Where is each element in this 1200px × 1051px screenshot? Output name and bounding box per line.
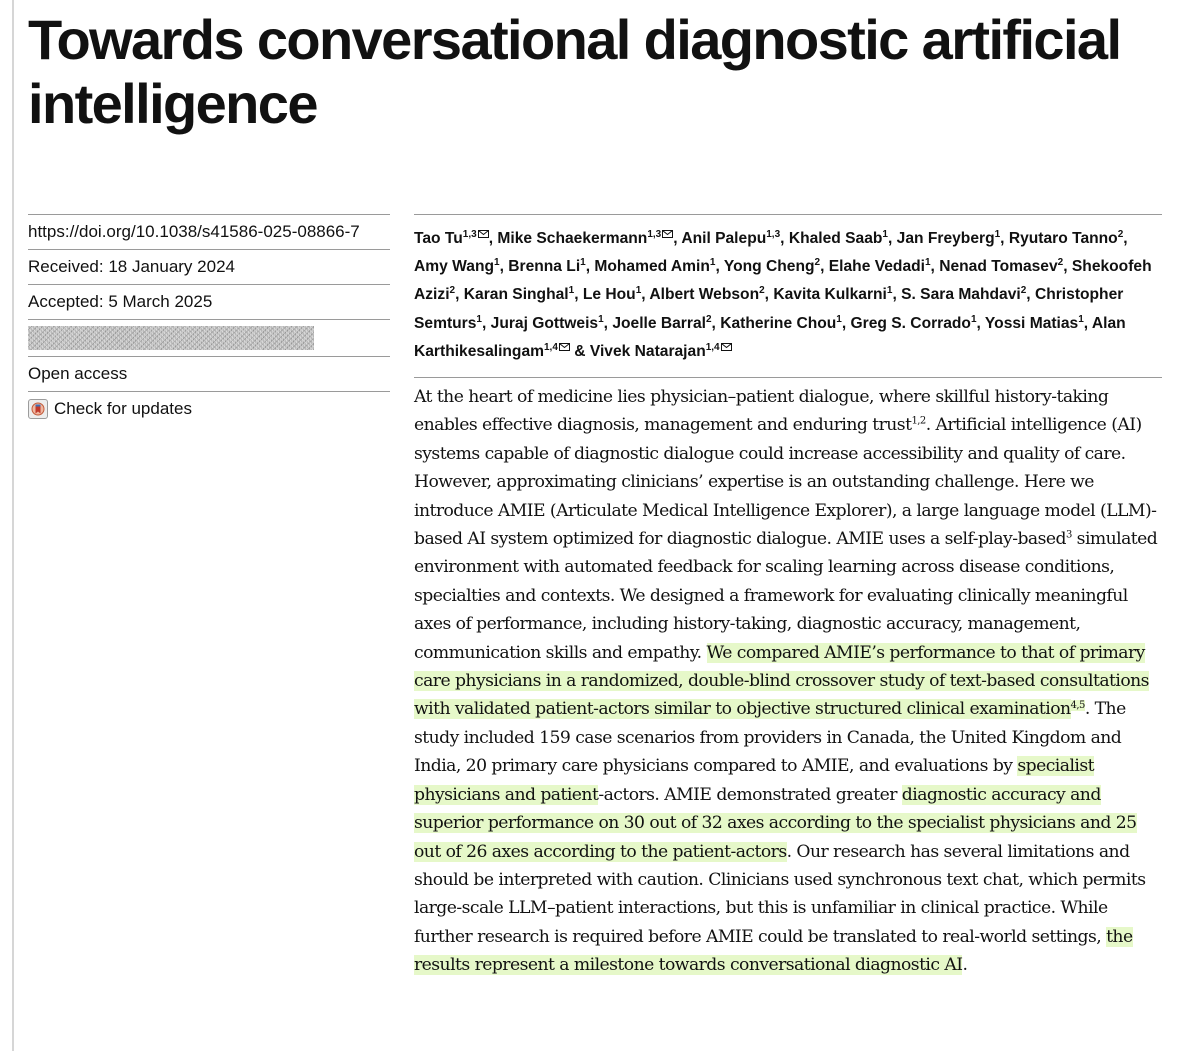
open-access-label: Open access bbox=[28, 364, 128, 383]
open-access-row bbox=[28, 356, 390, 391]
author-affiliation: 1 bbox=[494, 257, 500, 269]
author-affiliation: 1 bbox=[476, 313, 482, 325]
abstract-text: simulated environment with automated feedback for scaling learning across disease conditions, specialties and contexts. We designed a framework for evaluating clinically meaningful axes of performance, including history-taking, diagnostic accuracy, management, communication skills and empathy. bbox=[414, 529, 1158, 663]
doi-row bbox=[28, 214, 390, 249]
article-meta-panel bbox=[28, 214, 390, 426]
author-affiliation: 2 bbox=[1117, 229, 1124, 240]
accepted-row bbox=[28, 284, 390, 319]
abstract-text: . bbox=[962, 955, 968, 976]
received-date: Received: 18 January 2024 bbox=[28, 257, 235, 276]
author-name[interactable]: Albert Webson bbox=[649, 286, 760, 304]
author-affiliation: 1 bbox=[1078, 313, 1084, 325]
redacted-block bbox=[28, 326, 314, 350]
article-title: Towards conversational diagnostic artificial intelligence bbox=[28, 8, 1121, 135]
received-row bbox=[28, 249, 390, 284]
author-name[interactable]: Khaled Saab bbox=[788, 230, 883, 248]
author-name[interactable]: Vivek Natarajan bbox=[589, 342, 706, 360]
author-affiliation: 1 bbox=[580, 257, 586, 269]
author-affiliation: 2 bbox=[1057, 257, 1064, 269]
envelope-icon[interactable] bbox=[478, 230, 489, 238]
author-name[interactable]: Nenad Tomasev bbox=[939, 258, 1058, 276]
author-name[interactable]: Elahe Vedadi bbox=[828, 258, 925, 276]
author-name[interactable]: Juraj Gottweis bbox=[490, 314, 599, 332]
highlighted-text: the results represent a milestone towards conversational diagnostic AI bbox=[414, 926, 1133, 976]
author-affiliation: 2 bbox=[449, 285, 456, 297]
author-name[interactable]: Yossi Matias bbox=[984, 314, 1079, 332]
author-affiliation: 1,4 bbox=[705, 341, 720, 353]
accepted-date: Accepted: 5 March 2025 bbox=[28, 292, 213, 311]
abstract-text: . The study included 159 case scenarios from providers in Canada, the United Kingdom and India, 20 primary care physicians compared to AMIE, and evaluations by bbox=[414, 699, 1126, 777]
envelope-icon[interactable] bbox=[559, 343, 570, 351]
author-affiliation: 1 bbox=[886, 285, 893, 297]
author-affiliation: 1,3 bbox=[647, 229, 662, 240]
citation-superscript: 3 bbox=[1065, 529, 1072, 541]
author-affiliation: 1 bbox=[635, 285, 642, 297]
author-name[interactable]: Mohamed Amin bbox=[594, 258, 710, 276]
envelope-icon[interactable] bbox=[721, 343, 732, 351]
author-name[interactable]: Tao Tu bbox=[414, 230, 463, 248]
author-affiliation: 2 bbox=[759, 285, 765, 297]
abstract-text: -actors. AMIE demonstrated greater bbox=[598, 784, 902, 805]
check-updates-link[interactable]: Check for updates bbox=[54, 399, 192, 418]
doi-link[interactable]: https://doi.org/10.1038/s41586-025-08866-7 bbox=[28, 222, 360, 241]
author-name[interactable]: Ryutaro Tanno bbox=[1008, 230, 1118, 248]
abstract-text: . Artificial intelligence (AI) systems capable of diagnostic dialogue could increase accessibility and quality of care. However, approximating clinicians’ expertise is an outstanding challenge. Here we introduce AMIE (Articulate Medical Intelligence Explorer), a large language model (LLM)-based AI system optimized for diagnostic dialogue. AMIE uses a self-play-based bbox=[414, 415, 1157, 550]
redacted-row bbox=[28, 319, 390, 356]
author-name[interactable]: Anil Palepu bbox=[681, 230, 767, 248]
author-affiliation: 1 bbox=[924, 257, 931, 269]
author-name[interactable]: Le Hou bbox=[582, 286, 636, 304]
author-affiliation: 1 bbox=[994, 229, 1001, 240]
envelope-icon[interactable] bbox=[662, 230, 673, 238]
author-name[interactable]: Christopher Semturs bbox=[414, 286, 1124, 332]
author-affiliation: 1 bbox=[882, 229, 888, 240]
author-affiliation: 2 bbox=[1020, 285, 1027, 297]
author-affiliation: 1 bbox=[836, 313, 842, 325]
author-name[interactable]: Katherine Chou bbox=[720, 314, 837, 332]
author-name[interactable]: Brenna Li bbox=[508, 258, 581, 276]
abstract-divider bbox=[414, 377, 1162, 378]
author-affiliation: 1,3 bbox=[462, 229, 477, 240]
author-name[interactable]: Kavita Kulkarni bbox=[773, 286, 887, 304]
author-name[interactable]: Shekoofeh Azizi bbox=[414, 258, 1152, 304]
abstract-text: At the heart of medicine lies physician–patient dialogue, where skillful history-taking enables effective diagnosis, management and enduring trust bbox=[414, 387, 1109, 436]
page-left-border bbox=[12, 0, 14, 1051]
highlighted-text: We compared AMIE’s performance to that of primary care physicians in a randomized, double-blind crossover study of text-based consultations with validated patient-actors similar to objective structured clinical examination bbox=[414, 642, 1149, 720]
author-name[interactable]: Yong Cheng bbox=[723, 258, 815, 276]
author-affiliation: 1,3 bbox=[766, 229, 781, 240]
author-name[interactable]: Karan Singhal bbox=[463, 286, 569, 304]
citation-superscript: 1,2 bbox=[911, 415, 926, 427]
highlighted-text: specialist physicians and patient bbox=[414, 756, 1094, 805]
author-affiliation: 1 bbox=[598, 313, 604, 325]
author-name[interactable]: Joelle Barral bbox=[612, 314, 706, 332]
citation-superscript: 4,5 bbox=[1070, 699, 1085, 711]
author-affiliation: 2 bbox=[814, 257, 821, 269]
author-name[interactable]: Jan Freyberg bbox=[896, 230, 995, 248]
author-affiliation: 2 bbox=[705, 313, 712, 325]
author-affiliation: 1,4 bbox=[544, 341, 558, 353]
author-name[interactable]: Amy Wang bbox=[414, 258, 494, 276]
authors-block bbox=[414, 214, 1162, 364]
bookmark-badge-icon[interactable] bbox=[28, 399, 48, 419]
author-name[interactable]: Mike Schaekermann bbox=[497, 230, 648, 248]
highlighted-text: diagnostic accuracy and superior performance on 30 out of 32 axes according to the specialist physicians and 25 out of 26 axes according to the patient-actors bbox=[414, 784, 1137, 862]
author-list: Tao Tu$^{1,3}$ , Mike Schaekermann$^{1,3}$ , Anil Palepu$^{1,3}$, Khaled Saab$^1$, Jan Freyberg$^1$, Ryutaro Tanno$^2$, Amy Wang$^1$, Brenna Li$^1$, Mohamed Amin$^1$, Yong Cheng$^2$, Elahe Vedadi$^1$, Nenad Tomasev$^2$, Shekoofeh Azizi$^2$, Karan Singhal$^1$, Le Hou$^1$, Albert Webson$^2$, Kavita Kulkarni$^1$, S. Sara Mahdavi$^2$, Christopher Semturs$^1$, Juraj Gottweis$^1$, Joelle Barral$^2$, Katherine Chou$^1$, Greg S. Corrado$^1$, Yossi Matias$^1$, Alan Karthikesalingam$^{1,4}$ & Vivek Natarajan$^{1,4}$ bbox=[414, 229, 1152, 360]
check-updates-row[interactable] bbox=[28, 391, 390, 426]
author-name[interactable]: Greg S. Corrado bbox=[850, 314, 971, 332]
author-affiliation: 1 bbox=[970, 313, 977, 325]
author-affiliation: 1 bbox=[568, 285, 575, 297]
abstract-text: . Our research has several limitations and should be interpreted with caution. Clinicians used synchronous text chat, which permits large-scale LLM–patient interactions, but this is unfamiliar in clinical practice. While further research is required before AMIE could be translated to real-world settings, bbox=[414, 841, 1146, 947]
abstract bbox=[414, 383, 1166, 980]
author-name[interactable]: Alan Karthikesalingam bbox=[414, 314, 1126, 360]
author-affiliation: 1 bbox=[709, 257, 716, 269]
author-name[interactable]: S. Sara Mahdavi bbox=[901, 286, 1021, 304]
